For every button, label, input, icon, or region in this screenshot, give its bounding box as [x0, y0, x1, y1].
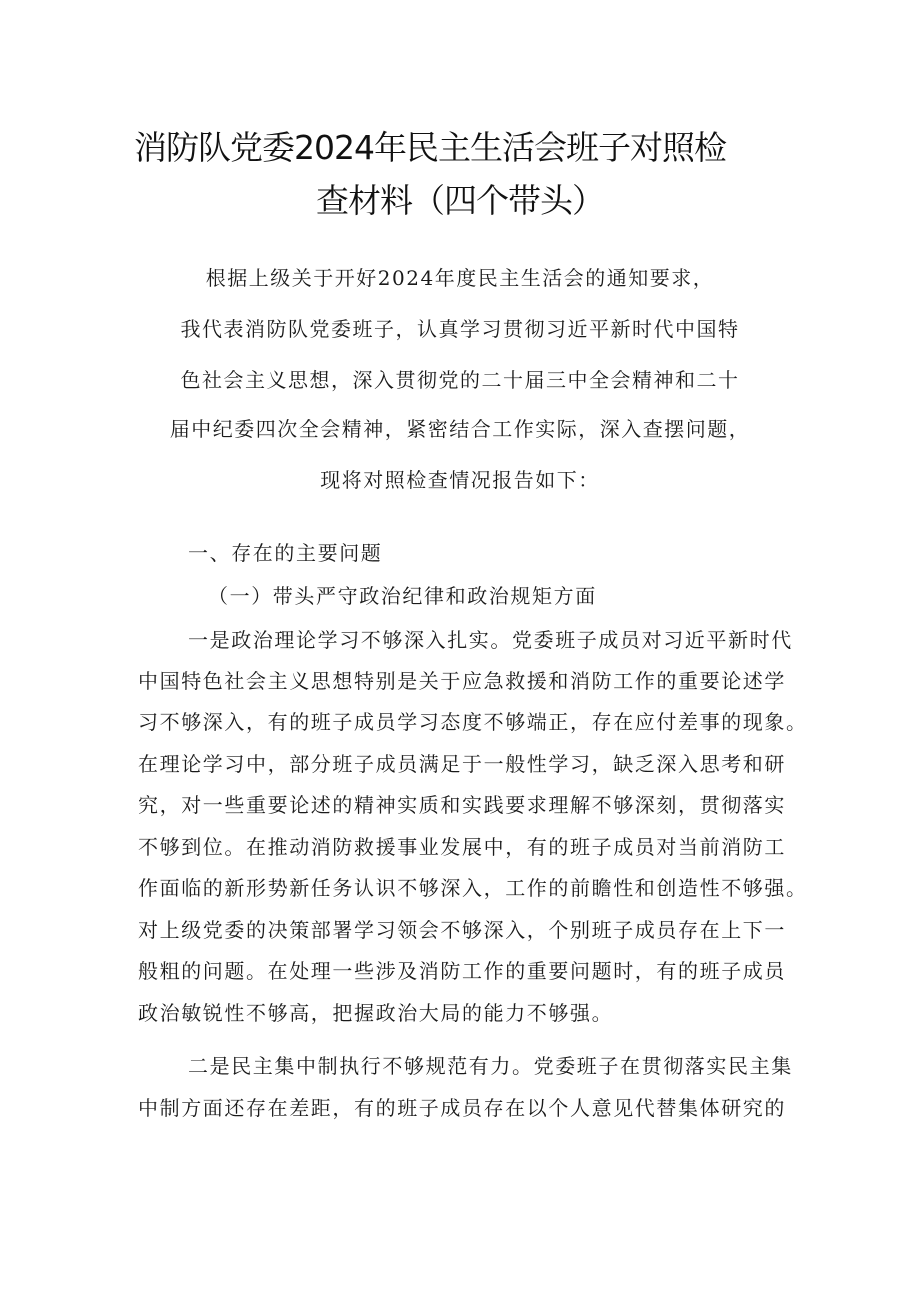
paragraph-line: 作面临的新形势新任务认识不够深入，工作的前瞻性和创造性不够强。 [138, 876, 808, 900]
intro-line: 根据上级关于开好2024年度民主生活会的通知要求， [205, 266, 715, 290]
paragraph-line: 二是民主集中制执行不够规范有力。党委班子在贯彻落实民主集 [188, 1054, 793, 1078]
paragraph-line: 在理论学习中，部分班子成员满足于一般性学习，缺乏深入思考和研 [138, 752, 786, 776]
paragraph-line: 究，对一些重要论述的精神实质和实践要求理解不够深刻，贯彻落实 [138, 793, 786, 817]
document-title-line-1: 消防队党委2024年民主生活会班子对照检 [134, 128, 726, 167]
paragraph-line: 中制方面还存在差距，有的班子成员存在以个人意见代替集体研究的 [138, 1096, 786, 1120]
paragraph-line: 习不够深入，有的班子成员学习态度不够端正，存在应付差事的现象。 [138, 710, 808, 734]
document-title-line-2: 查材料（四个带头） [316, 181, 604, 220]
paragraph-line: 中国特色社会主义思想特别是关于应急救援和消防工作的重要论述学 [138, 669, 786, 693]
paragraph-line: 不够到位。在推动消防救援事业发展中，有的班子成员对当前消防工 [138, 835, 786, 859]
intro-line: 现将对照检查情况报告如下： [320, 468, 600, 492]
subsection-heading: （一）带头严守政治纪律和政治规矩方面 [208, 584, 597, 608]
paragraph-line: 对上级党委的决策部署学习领会不够深入，个别班子成员存在上下一 [138, 918, 786, 942]
section-heading: 一、存在的主要问题 [188, 541, 383, 565]
paragraph-line: 一是政治理论学习不够深入扎实。党委班子成员对习近平新时代 [188, 628, 793, 652]
paragraph-line: 政治敏锐性不够高，把握政治大局的能力不够强。 [138, 1001, 614, 1025]
intro-line: 色社会主义思想，深入贯彻党的二十届三中全会精神和二十 [180, 368, 740, 392]
intro-line: 届中纪委四次全会精神，紧密结合工作实际，深入查摆问题， [169, 417, 751, 441]
paragraph-line: 般粗的问题。在处理一些涉及消防工作的重要问题时，有的班子成员 [138, 959, 786, 983]
intro-line: 我代表消防队党委班子，认真学习贯彻习近平新时代中国特 [180, 317, 740, 341]
